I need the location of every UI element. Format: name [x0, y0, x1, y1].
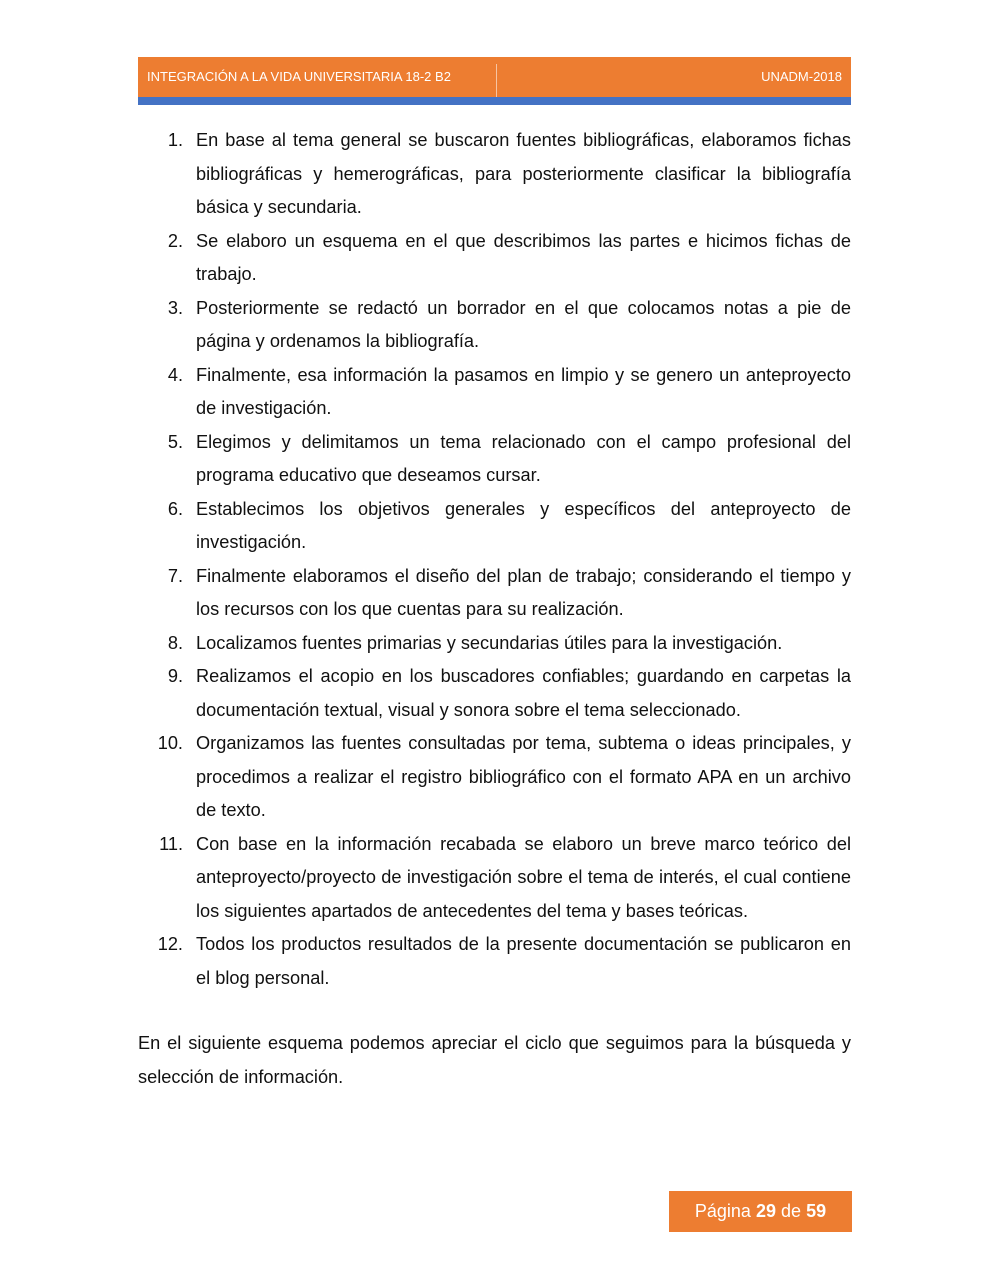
list-item [138, 124, 851, 225]
list-item-number: 12. [157, 934, 183, 954]
list-item-text: Elegimos y delimitamos un tema relacionado con el campo profesional del programa educativo que deseamos cursar. [196, 431, 851, 485]
list-item [138, 627, 851, 661]
list-item-text: Establecimos los objetivos generales y específicos del anteproyecto de investigación. [196, 498, 851, 552]
list-item [138, 225, 851, 292]
list-item-number: 4. [167, 364, 183, 385]
header-course-title: INTEGRACIÓN A LA VIDA UNIVERSITARIA 18-2 B2 [147, 69, 451, 84]
list-item-number: 7. [167, 565, 183, 586]
list-item-number: 2. [167, 230, 183, 251]
list-item-number: 11. [159, 833, 183, 854]
page-label: Página [694, 1201, 751, 1221]
list-item-text: Finalmente, esa información la pasamos en limpio y se genero un anteproyecto de investigación. [196, 364, 851, 418]
header-institution: UNADM-2018 [761, 69, 842, 84]
list-item-text: Posteriormente se redactó un borrador en el que colocamos notas a pie de página y ordenamos la bibliografía. [196, 297, 851, 351]
list-item-text: Organizamos las fuentes consultadas por tema, subtema o ideas principales, y procedimos a realizar el registro bibliográfico con el formato APA en un archivo de texto. [196, 733, 851, 820]
list-item-number: 3. [167, 297, 183, 318]
of-label: de [781, 1201, 802, 1221]
total-pages-number: 59 [806, 1201, 827, 1221]
list-item-text: Localizamos fuentes primarias y secundarias útiles para la investigación. [196, 632, 783, 653]
list-item [138, 828, 851, 929]
list-item-number: 5. [167, 431, 183, 452]
header-accent-bar [138, 97, 851, 105]
list-item [138, 292, 851, 359]
list-item-number: 6. [167, 498, 183, 519]
list-item-text: Finalmente elaboramos el diseño del plan de trabajo; considerando el tiempo y los recursos con los que cuentas para su realización. [196, 565, 851, 619]
list-item [138, 426, 851, 493]
page-number-footer [669, 1191, 852, 1232]
list-item [138, 359, 851, 426]
list-item-text: Se elaboro un esquema en el que describimos las partes e hicimos fichas de trabajo. [196, 230, 851, 284]
list-item-text: En base al tema general se buscaron fuentes bibliográficas, elaboramos fichas bibliográficas y hemerográficas, para posteriormente clasificar la bibliografía básica y secundaria. [196, 130, 851, 217]
list-item [138, 660, 851, 727]
list-item [138, 560, 851, 627]
list-item-number: 10. [157, 733, 183, 753]
list-item [138, 928, 851, 995]
steps-list [138, 124, 851, 995]
list-item-text: Realizamos el acopio en los buscadores confiables; guardando en carpetas la documentación textual, visual y sonora sobre el tema seleccionado. [196, 666, 851, 720]
list-item-number: 8. [167, 632, 183, 653]
list-item-text: Con base en la información recabada se elaboro un breve marco teórico del anteproyecto/proyecto de investigación sobre el tema de interés, el cual contiene los siguientes apartados de antecedentes del tema y bases teóricas. [196, 833, 851, 921]
list-item-number: 9. [167, 666, 183, 686]
current-page-number: 29 [755, 1201, 776, 1221]
closing-paragraph: En el siguiente esquema podemos apreciar el ciclo que seguimos para la búsqueda y selección de información. [138, 1033, 851, 1087]
header-divider [496, 64, 497, 100]
list-item-number: 1. [167, 130, 183, 150]
list-item-text: Todos los productos resultados de la presente documentación se publicaron en el blog personal. [196, 934, 851, 988]
list-item [138, 493, 851, 560]
list-item [138, 727, 851, 828]
